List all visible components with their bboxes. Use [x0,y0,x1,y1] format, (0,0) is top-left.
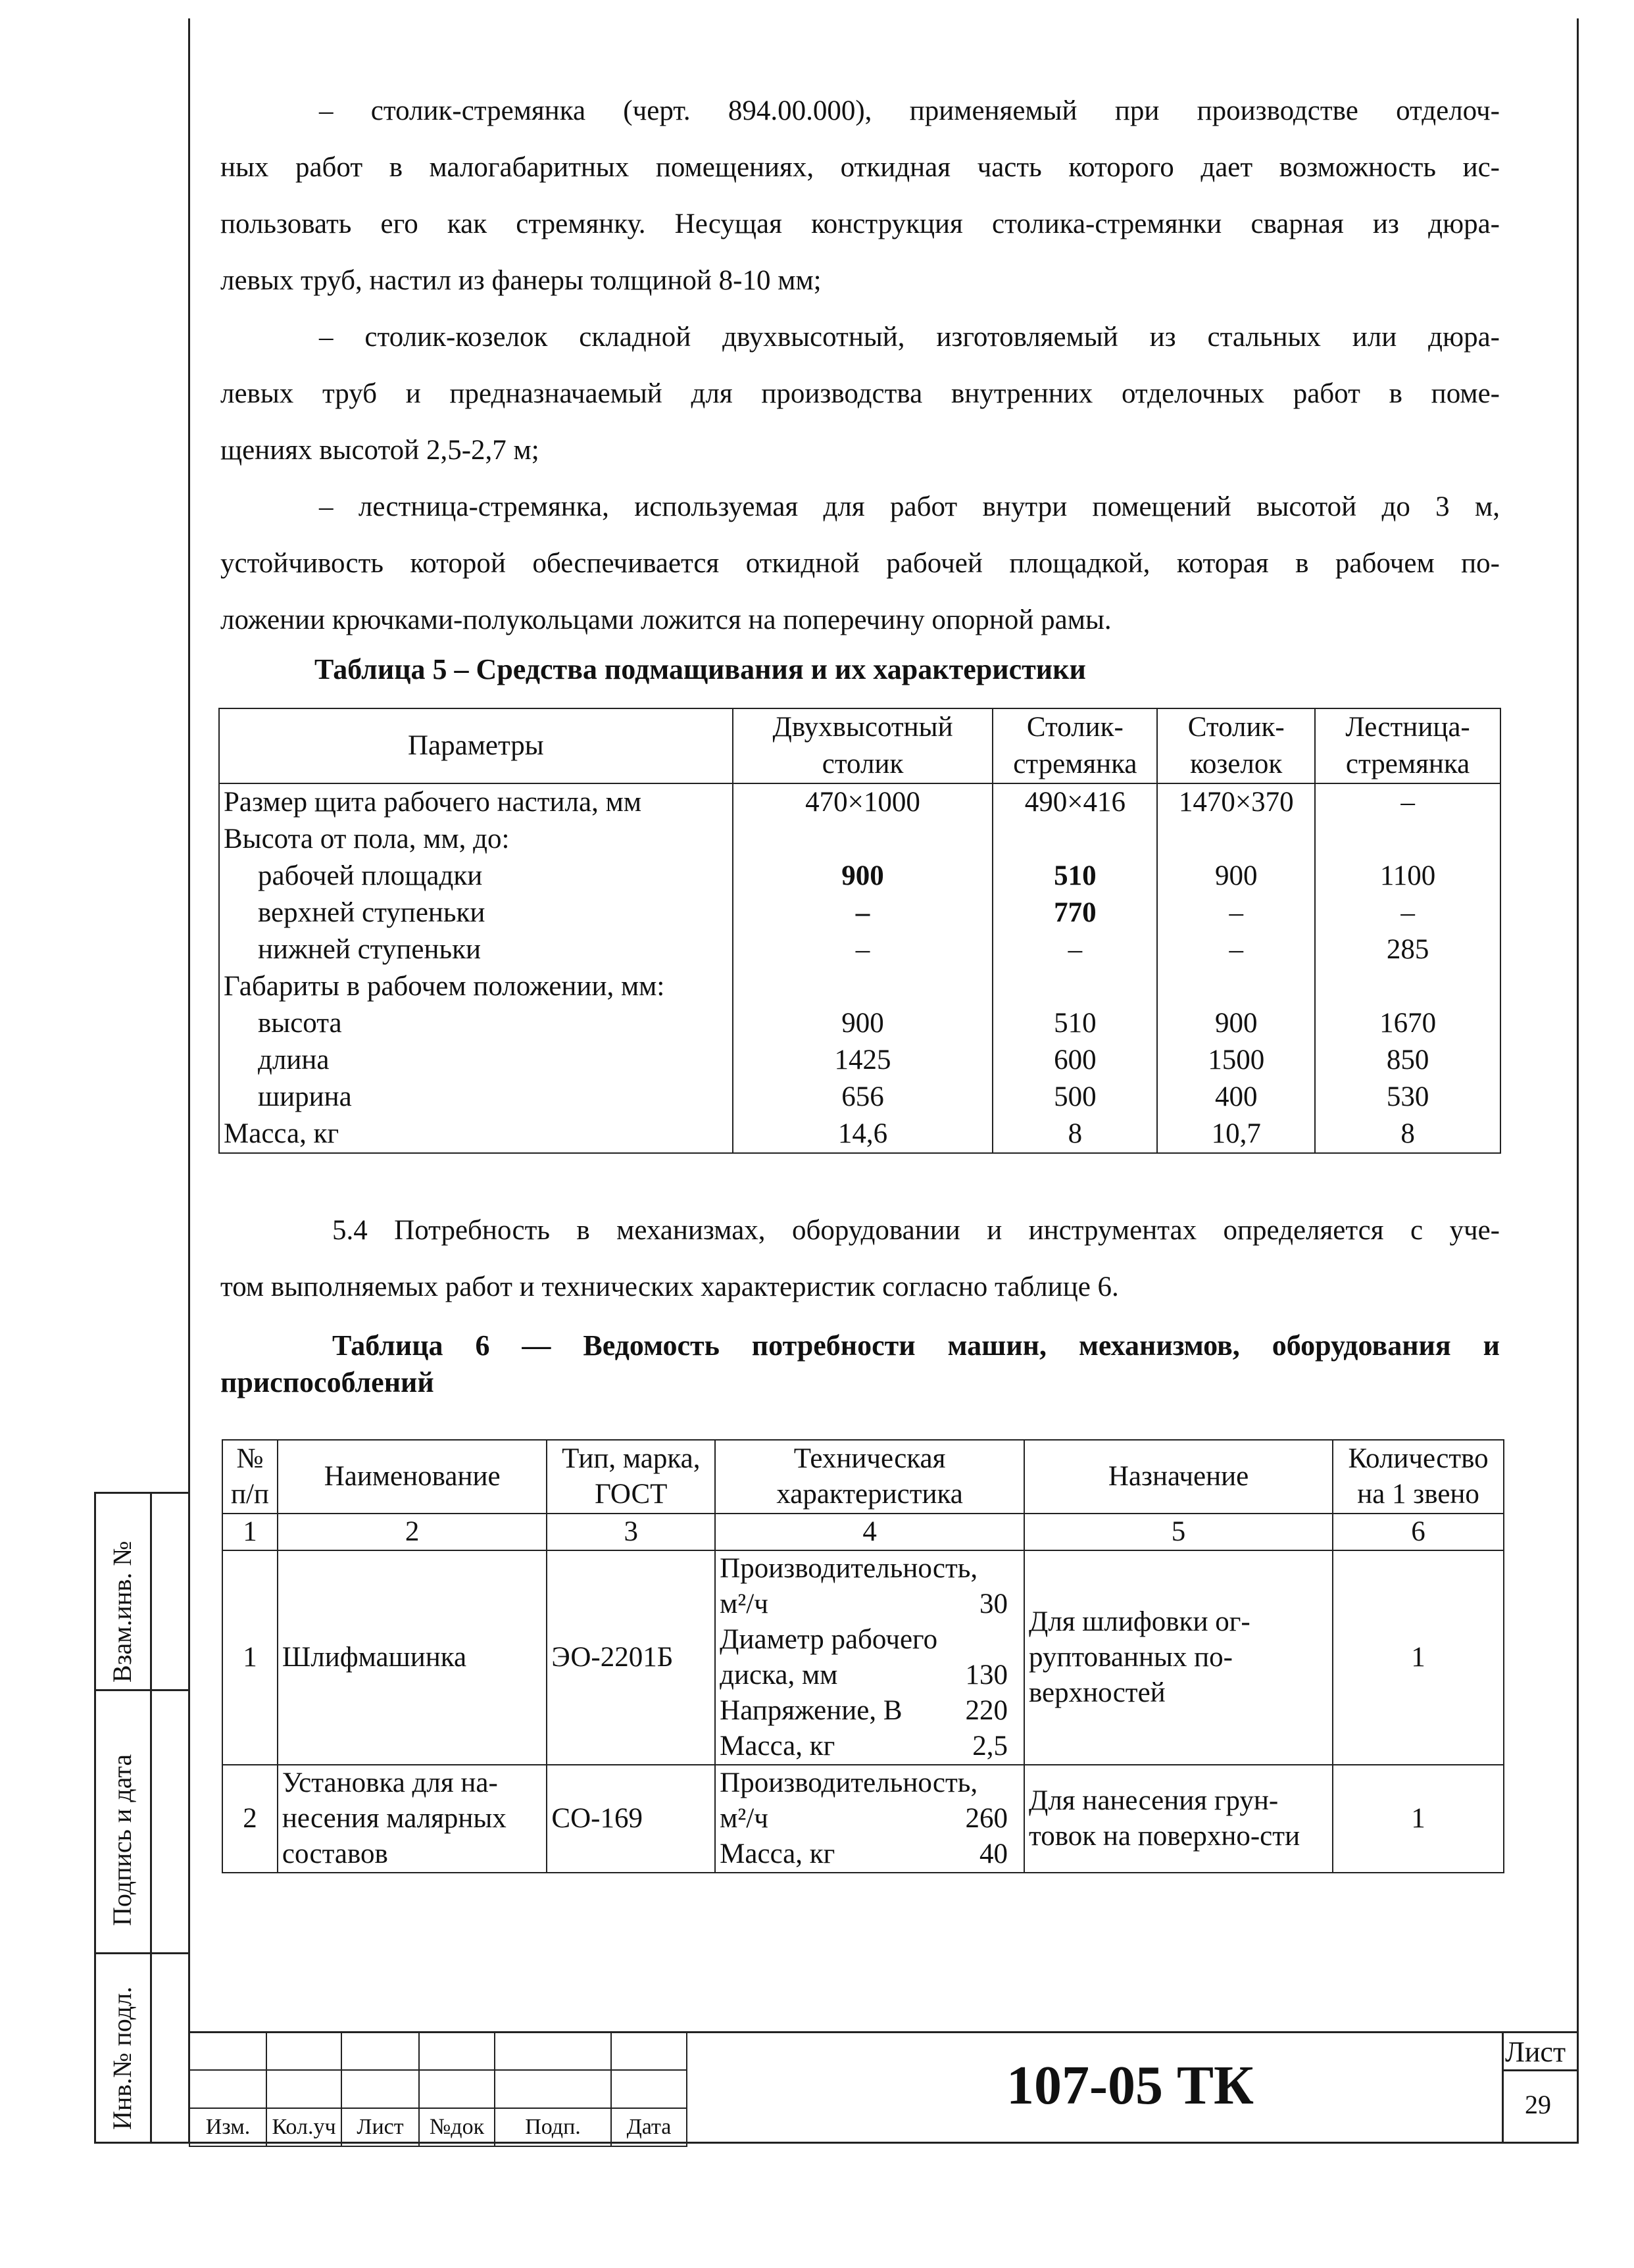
paragraph-stolik-kozelok [220,309,1500,479]
table5-value-cell: 510 [993,1005,1157,1042]
spec-line [720,1729,1020,1764]
spec-line [720,1801,1020,1837]
table5-row [219,1116,1500,1153]
table5-value-cell [993,821,1157,858]
table5-header-row [219,708,1500,783]
table6-spec-cell [715,1765,1024,1873]
spec-value [1008,1551,1020,1587]
table6-header-cell: Тип, марка, ГОСТ [547,1440,715,1514]
spec-value: 40 [979,1838,1008,1869]
table5-value-cell: 8 [993,1116,1157,1153]
table6-spec-cell [715,1550,1024,1765]
table5-param-cell: Высота от пола, мм, до: [219,821,733,858]
column-number: 1 [222,1514,278,1550]
spec-label: Диаметр рабочего [720,1624,938,1655]
table5-value-cell: – [733,931,993,968]
table6-num-cell: 1 [222,1550,278,1765]
table5-value-cell: 500 [993,1079,1157,1116]
table5-value-cell: 1670 [1315,1005,1500,1042]
table5-value-cell [733,821,993,858]
column-number: 6 [1333,1514,1504,1550]
table5-param-cell: Габариты в рабочем положении, мм: [219,968,733,1005]
table5-row [219,1005,1500,1042]
stamp-left-line [94,1492,96,2142]
table5-header-cell: Лестница-стремянка [1315,708,1500,783]
table5-row [219,895,1500,931]
stamp-line [94,2142,189,2144]
table5-value-cell: 510 [993,858,1157,895]
stamp-col-data: Дата [611,2108,687,2146]
stamp-line [94,1492,189,1494]
table5-value-cell: 10,7 [1157,1116,1315,1153]
table5-value-cell: 656 [733,1079,993,1116]
title-block-bottom-line [189,2142,1579,2144]
text-line: пользовать его как стремянку. Несущая конструкция столика-стремянки сварная из дюра- [220,209,1500,239]
table6-header-cell: Техническая характеристика [715,1440,1024,1514]
text-line: левых труб и предназначаемый для производства внутренних отделочных работ в поме- [220,378,1500,409]
column-number: 2 [278,1514,547,1550]
table5-value-cell: – [1157,895,1315,931]
stamp-vzam-inv: Взам.инв. № [107,1541,137,1683]
table5-value-cell: 1425 [733,1042,993,1079]
table5-value-cell [1157,821,1315,858]
table5-value-cell: 470×1000 [733,783,993,821]
spec-label: м²/ч [720,1589,768,1619]
spec-value: 2,5 [972,1731,1008,1762]
column-number: 3 [547,1514,715,1550]
text-line: – лестница-стремянка, используемая для работ внутри помещений высотой до 3 м, [319,491,1500,522]
table5-value-cell: 1100 [1315,858,1500,895]
sheet-box-line [1502,2069,1578,2071]
table5-param-cell: ширина [219,1079,733,1116]
table5-param-cell: Размер щита рабочего настила, мм [219,783,733,821]
stamp-col-kol-uch: Кол.уч [266,2108,341,2146]
table5-caption: Таблица 5 – Средства подмащивания и их характеристики [314,653,1086,685]
table5-value-cell: 850 [1315,1042,1500,1079]
table5-value-cell: – [1315,895,1500,931]
spec-label: Масса, кг [720,1731,835,1762]
table5-row [219,931,1500,968]
table6-header-cell: № п/п [222,1440,278,1514]
stamp-mid-line [150,1492,152,2142]
spec-label: Производительность, [720,1553,978,1584]
table5-value-cell [1157,968,1315,1005]
stamp-col-list: Лист [341,2108,419,2146]
table6 [222,1439,1504,1873]
spec-value: 130 [965,1660,1008,1690]
column-number: 4 [715,1514,1024,1550]
table6-type-cell: СО-169 [547,1765,715,1873]
table5-value-cell: 8 [1315,1116,1500,1153]
table5-value-cell [1315,968,1500,1005]
caption-line: Таблица 6 — Ведомость потребности машин, механизмов, оборудования и [332,1329,1500,1362]
spec-label: Напряжение, В [720,1695,903,1726]
spec-line [720,1658,1020,1693]
table6-qty-cell: 1 [1333,1550,1504,1765]
spec-line [720,1622,1020,1658]
text-line: том выполняемых работ и технических характеристик согласно таблице 6. [220,1271,1119,1302]
table5-row [219,1079,1500,1116]
sheet-box-line [1502,2031,1504,2143]
table5-value-cell: 400 [1157,1079,1315,1116]
table5-param-cell: высота [219,1005,733,1042]
stamp-podpis-data: Подпись и дата [107,1754,137,1926]
stamp-col-podp: Подп. [495,2108,611,2146]
frame-right-line [1577,18,1579,2143]
table6-name-cell: Шлифмашинка [278,1550,547,1765]
table5-value-cell: 285 [1315,931,1500,968]
table5-row [219,783,1500,821]
table5 [218,708,1501,1154]
text-line: – столик-козелок складной двухвысотный, изготовляемый из стальных или дюра- [319,322,1500,353]
text-line: – столик-стремянка (черт. 894.00.000), применяемый при производстве отделоч- [319,95,1500,126]
spec-line [720,1587,1020,1622]
stamp-col-izm: Изм. [189,2108,266,2146]
column-number: 5 [1024,1514,1333,1550]
table5-row [219,821,1500,858]
spec-value [1008,1622,1020,1658]
table5-value-cell [1315,821,1500,858]
table5-value-cell: 900 [1157,1005,1315,1042]
spec-line [720,1693,1020,1729]
table5-value-cell: 900 [733,858,993,895]
title-block-top-line [189,2031,1579,2033]
spec-label: Производительность, [720,1767,978,1798]
spec-line [720,1765,1020,1801]
table5-row [219,858,1500,895]
table5-value-cell: 490×416 [993,783,1157,821]
table5-param-cell: Масса, кг [219,1116,733,1153]
sheet-label: Лист [1505,2036,1566,2068]
spec-value: 260 [965,1803,1008,1834]
spec-value [1008,1765,1020,1801]
table5-param-cell: верхней ступеньки [219,895,733,931]
table6-purpose-cell: Для нанесения грун-товок на поверхно-сти [1024,1765,1333,1873]
table5-header-cell: Столик-козелок [1157,708,1315,783]
table5-value-cell: 900 [733,1005,993,1042]
table6-row [222,1550,1504,1765]
table5-value-cell: – [733,895,993,931]
table5-value-cell [733,968,993,1005]
table5-value-cell: 530 [1315,1079,1500,1116]
spec-label: м²/ч [720,1803,768,1834]
sheet-number: 29 [1525,2090,1551,2119]
stamp-inv-podl: Инв.№ подл. [107,1986,137,2130]
table5-value-cell [993,968,1157,1005]
text-line: ложении крючками-полукольцами ложится на поперечину опорной рамы. [220,604,1112,635]
table6-header-cell: Количество на 1 звено [1333,1440,1504,1514]
table6-header-row [222,1440,1504,1514]
table5-value-cell: – [1157,931,1315,968]
table5-param-cell: нижней ступеньки [219,931,733,968]
table5-value-cell: – [1315,783,1500,821]
stamp-line [94,1952,189,1954]
table6-header-cell: Назначение [1024,1440,1333,1514]
paragraph-5-4 [220,1202,1500,1316]
text-line: устойчивость которой обеспечивается откидной рабочей площадкой, которая в рабочем по- [220,548,1500,579]
table5-header-cell: Двухвысотный столик [733,708,993,783]
table5-value-cell: 1470×370 [1157,783,1315,821]
table6-qty-cell: 1 [1333,1765,1504,1873]
table6-purpose-cell: Для шлифовки ог-руптованных по-верхностей [1024,1550,1333,1765]
table5-header-cell: Столик-стремянка [993,708,1157,783]
table5-value-cell: – [993,931,1157,968]
text-line: 5.4 Потребность в механизмах, оборудовании и инструментах определяется с уче- [332,1215,1500,1246]
table5-value-cell: 14,6 [733,1116,993,1153]
table6-caption [220,1327,1500,1401]
spec-line [720,1551,1020,1587]
table5-value-cell: 1500 [1157,1042,1315,1079]
stamp-line [94,1689,189,1691]
text-line: левых труб, настил из фанеры толщиной 8-10 мм; [220,265,822,296]
table5-value-cell: 900 [1157,858,1315,895]
table5-param-cell: рабочей площадки [219,858,733,895]
text-line: щениях высотой 2,5-2,7 м; [220,435,539,466]
paragraph-stolik-stremyanka [220,83,1500,309]
text-line: ных работ в малогабаритных помещениях, откидная часть которого дает возможность ис- [220,152,1500,183]
table5-header-cell: Параметры [219,708,733,783]
table5-row [219,1042,1500,1079]
table6-num-cell: 2 [222,1765,278,1873]
spec-line [720,1837,1020,1872]
table6-name-cell: Установка для на-несения малярных составов [278,1765,547,1873]
table6-type-cell: ЭО-2201Б [547,1550,715,1765]
spec-value: 220 [965,1695,1008,1726]
title-block-grid [189,2031,687,2147]
frame-left-line [188,18,190,2143]
spec-label: Масса, кг [720,1838,835,1869]
document-number: 107-05 ТК [1006,2055,1254,2116]
table6-row [222,1765,1504,1873]
table5-value-cell: 600 [993,1042,1157,1079]
table5-param-cell: длина [219,1042,733,1079]
table5-value-cell: 770 [993,895,1157,931]
paragraph-lestnica-stremyanka [220,479,1500,649]
caption-line: приспособлений [220,1366,434,1398]
spec-value: 30 [979,1589,1008,1619]
table5-row [219,968,1500,1005]
table6-header-cell: Наименование [278,1440,547,1514]
spec-label: диска, мм [720,1660,838,1690]
table6-number-row [222,1514,1504,1550]
stamp-col-ndok: №док [419,2108,495,2146]
